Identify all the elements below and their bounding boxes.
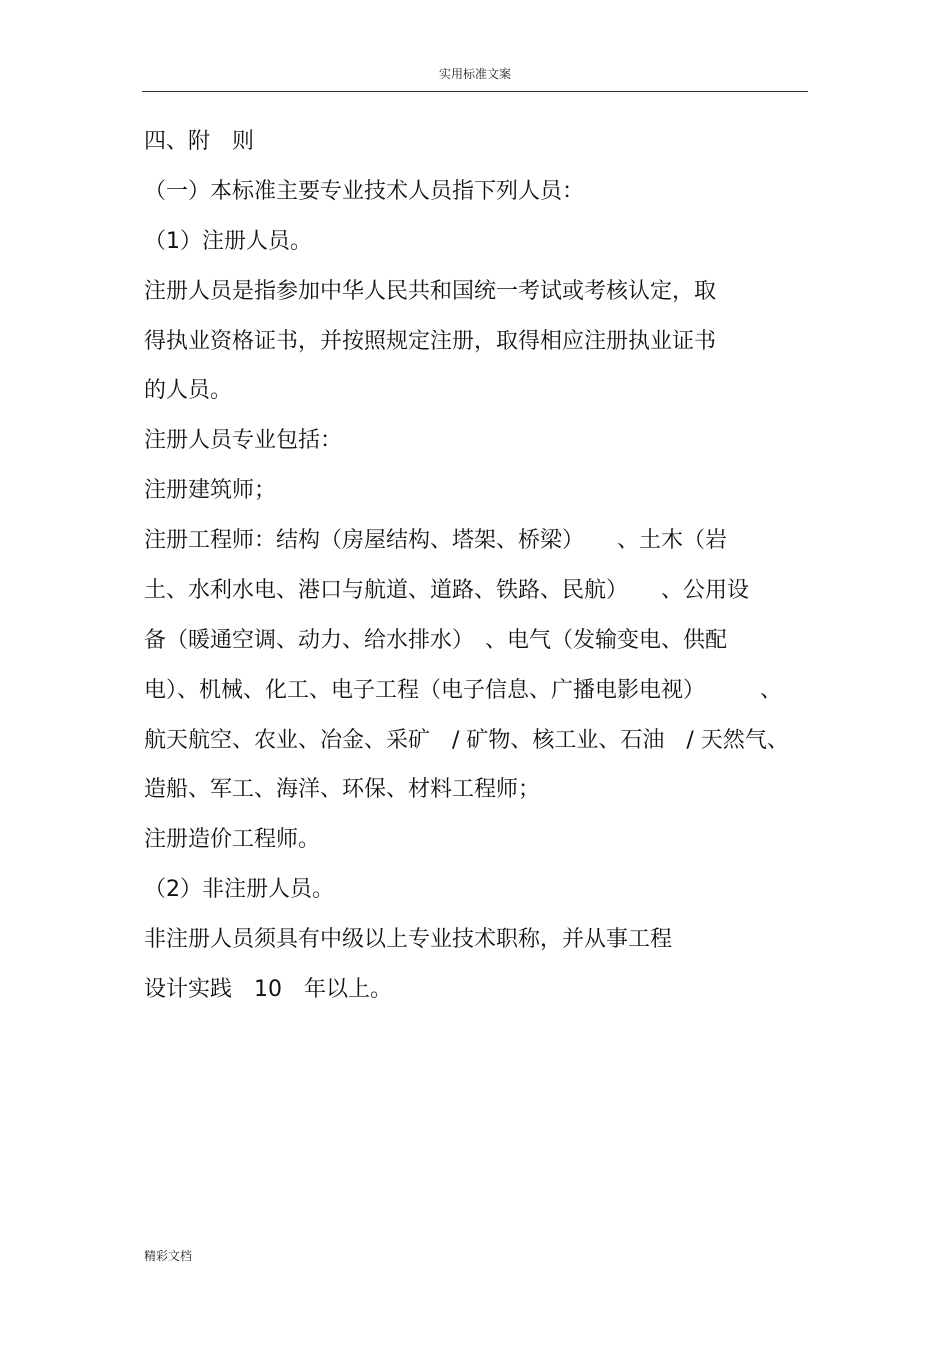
paragraph-line: 注册人员专业包括： [144,428,343,453]
page-footer: 精彩文档 [144,1249,193,1263]
paragraph-line: 得执业资格证书，并按照规定注册，取得相应注册执业证书 [144,329,717,354]
paragraph-line: （1）注册人员。 [144,229,312,254]
paragraph-line: 电）、机械、化工、电子工程（电子信息、广播电影电视） 、 [144,678,783,703]
paragraph-line: 注册造价工程师。 [144,827,321,852]
paragraph-line: 的人员。 [144,378,233,403]
paragraph-line: 土、水利水电、港口与航道、道路、铁路、民航） 、公用设 [144,578,750,603]
paragraph-line: 备（暖通空调、动力、给水排水） 、电气（发输变电、供配 [144,628,728,653]
paragraph-line: 注册工程师：结构（房屋结构、塔架、桥梁） 、土木（岩 [144,528,728,553]
paragraph-line: （2）非注册人员。 [144,877,334,902]
header-divider [142,91,808,92]
paragraph-line: （一）本标准主要专业技术人员指下列人员： [144,179,585,204]
paragraph-line: 注册人员是指参加中华人民共和国统一考试或考核认定，取 [144,279,717,304]
paragraph-line: 造船、军工、海洋、环保、材料工程师； [144,777,541,802]
page-header: 实用标准文案 [438,67,511,81]
section-heading: 四、附 则 [144,129,255,154]
paragraph-line: 注册建筑师； [144,478,277,503]
paragraph-line: 非注册人员须具有中级以上专业技术职称，并从事工程 [144,927,673,952]
paragraph-line: 航天航空、农业、冶金、采矿 / 矿物、核工业、石油 / 天然气、 [144,728,789,753]
paragraph-line: 设计实践 10 年以上。 [144,977,392,1002]
